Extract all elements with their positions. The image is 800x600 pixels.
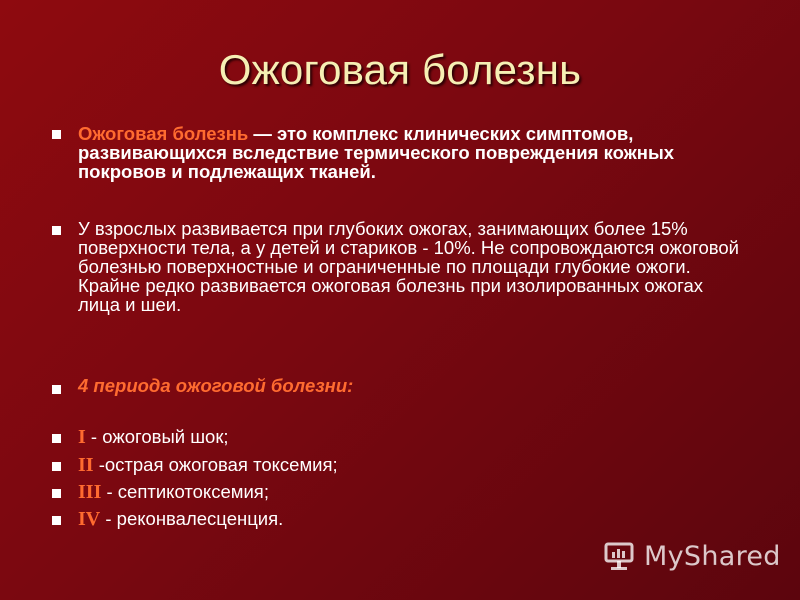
bullet-marker (52, 462, 61, 471)
period-numeral: III (78, 481, 102, 503)
slide-title: Ожоговая болезнь (218, 46, 582, 93)
period-text: - реконвалесценция. (100, 508, 284, 529)
period-text: - септикотоксемия; (101, 481, 269, 502)
definition-item (78, 124, 748, 181)
bullet-marker (52, 385, 61, 394)
period-item (78, 482, 748, 502)
period-item (78, 509, 748, 529)
period-text: -острая ожоговая токсемия; (93, 454, 338, 475)
bullet-marker (52, 489, 61, 498)
period-text: - ожоговый шок; (85, 426, 229, 447)
bullet-marker (52, 516, 61, 525)
bullet-marker (52, 226, 61, 235)
bullet-marker (52, 434, 61, 443)
adult-item: У взрослых развивается при глубоких ожогах, занимающих более 15% поверхности тела, а у детей и стариков - 10%. Не сопровождаются ожоговой болезнью поверхностные и ограниченные по площади глубокие ожоги. Крайне редко развивается ожоговая болезнь при изолированных ожогах лица и шеи. (78, 218, 739, 315)
watermark-logo (604, 536, 794, 576)
period-numeral: IV (78, 508, 101, 530)
presentation-board-icon (604, 541, 638, 571)
period-numeral: I (78, 426, 86, 448)
definition-text: — это комплекс клинических симптомов, развивающихся вследствие термического повреждения кожных покровов и подлежащих тканей. (78, 123, 675, 182)
watermark-text: MyShared (644, 540, 781, 572)
definition-term: Ожоговая болезнь (78, 123, 249, 144)
period-numeral: II (78, 454, 94, 476)
period-item (78, 455, 748, 475)
period-item (78, 427, 748, 447)
periods-heading: 4 периода ожоговой болезни: (78, 375, 354, 396)
bullet-marker (52, 130, 61, 139)
